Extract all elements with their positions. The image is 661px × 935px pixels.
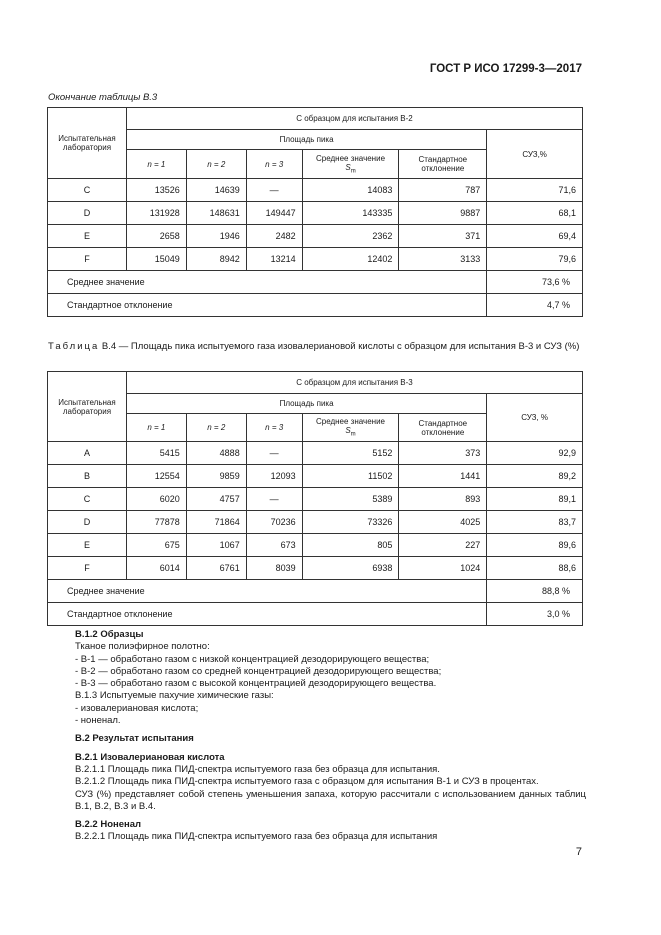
value-cell: 92,9 (487, 442, 583, 465)
summary-row (48, 271, 583, 294)
value-cell: 12402 (302, 248, 399, 271)
lab-cell: E (48, 225, 127, 248)
n1-header: n = 1 (126, 414, 186, 442)
value-cell: 4888 (186, 442, 246, 465)
value-cell: 6761 (186, 557, 246, 580)
value-cell: 4025 (399, 511, 487, 534)
document-header: ГОСТ Р ИСО 17299-3—2017 (429, 63, 582, 75)
value-cell: 149447 (246, 202, 302, 225)
paragraph: В.2.2.1 Площадь пика ПИД-спектра испытуемого газа без образца для испытания (75, 831, 438, 843)
peak-area-header: Площадь пика (126, 394, 486, 414)
section-heading: В.2 Результат испытания (75, 733, 194, 745)
value-cell: 3133 (399, 248, 487, 271)
summary-value: 73,6 % (487, 271, 583, 294)
lab-cell: C (48, 488, 127, 511)
summary-label: Среднее значение (48, 271, 487, 294)
lab-cell: C (48, 179, 127, 202)
table-row (48, 557, 583, 580)
paragraph: Тканое полиэфирное полотно: (75, 641, 210, 653)
table-row (48, 225, 583, 248)
summary-row (48, 603, 583, 626)
summary-value: 3,0 % (487, 603, 583, 626)
value-cell: 8039 (246, 557, 302, 580)
value-cell: 71864 (186, 511, 246, 534)
lab-header: Испытательная лаборатория (48, 108, 127, 179)
summary-row (48, 294, 583, 317)
value-cell: 9887 (399, 202, 487, 225)
sample-header: С образцом для испытания В-3 (126, 372, 582, 394)
summary-label: Стандартное отклонение (48, 294, 487, 317)
table-b3-end (47, 107, 583, 317)
value-cell: 8942 (186, 248, 246, 271)
value-cell: 68,1 (487, 202, 583, 225)
value-cell: 131928 (126, 202, 186, 225)
value-cell: 4757 (186, 488, 246, 511)
value-cell: 73326 (302, 511, 399, 534)
value-cell: 88,6 (487, 557, 583, 580)
value-cell: 2658 (126, 225, 186, 248)
table-row (48, 511, 583, 534)
paragraph: - ноненал. (75, 715, 121, 727)
value-cell: 6938 (302, 557, 399, 580)
value-cell: 77878 (126, 511, 186, 534)
value-cell: 371 (399, 225, 487, 248)
value-cell: 5415 (126, 442, 186, 465)
page-number: 7 (575, 846, 582, 858)
summary-label: Стандартное отклонение (48, 603, 487, 626)
value-cell: 373 (399, 442, 487, 465)
table-row (48, 248, 583, 271)
paragraph: - В-3 — обработано газом с высокой концентрацией дезодорирующего вещества. (75, 678, 437, 690)
lab-cell: A (48, 442, 127, 465)
table-row (48, 465, 583, 488)
table-row (48, 202, 583, 225)
peak-area-header: Площадь пика (126, 130, 486, 150)
value-cell: 1024 (399, 557, 487, 580)
value-cell: 14639 (186, 179, 246, 202)
value-cell: 1946 (186, 225, 246, 248)
value-cell: 11502 (302, 465, 399, 488)
value-cell: 6014 (126, 557, 186, 580)
summary-label: Среднее значение (48, 580, 487, 603)
value-cell: 9859 (186, 465, 246, 488)
value-cell: 5152 (302, 442, 399, 465)
value-cell: — (246, 442, 302, 465)
table-b4 (47, 371, 583, 626)
std-header: Стандартное отклонение (399, 150, 487, 179)
paragraph: - В-1 — обработано газом с низкой концентрацией дезодорирующего вещества; (75, 653, 430, 665)
paragraph: В.2.1.2 Площадь пика ПИД-спектра испытуемого газа с образцом для испытания В-1 и СУЗ в процентах. (75, 776, 539, 788)
paragraph: - В-2 — обработано газом со средней концентрацией дезодорирующего вещества; (75, 665, 442, 677)
value-cell: 12093 (246, 465, 302, 488)
lab-cell: F (48, 557, 127, 580)
body-text (48, 629, 586, 844)
section-heading: В.2.2 Ноненал (75, 819, 142, 831)
paragraph: - изовалериановая кислота; (75, 702, 199, 714)
value-cell: 89,6 (487, 534, 583, 557)
value-cell: 70236 (246, 511, 302, 534)
value-cell: 13214 (246, 248, 302, 271)
summary-row (48, 580, 583, 603)
paragraph: В.1.3 Испытуемые пахучие химические газы: (75, 690, 274, 702)
suz-header: СУЗ, % (487, 394, 583, 442)
table-row (48, 179, 583, 202)
summary-value: 88,8 % (487, 580, 583, 603)
suz-header: СУЗ,% (487, 130, 583, 179)
n2-header: n = 2 (186, 150, 246, 179)
n2-header: n = 2 (186, 414, 246, 442)
value-cell: 14083 (302, 179, 399, 202)
value-cell: 893 (399, 488, 487, 511)
table-row (48, 534, 583, 557)
mean-header: Среднее значение $S_m$ (302, 150, 399, 179)
std-header: Стандартное отклонение (399, 414, 487, 442)
n3-header: n = 3 (246, 414, 302, 442)
value-cell: 89,2 (487, 465, 583, 488)
section-heading: В.1.2 Образцы (75, 629, 144, 640)
value-cell: 673 (246, 534, 302, 557)
lab-header: Испытательная лаборатория (48, 372, 127, 442)
summary-value: 4,7 % (487, 294, 583, 317)
lab-cell: E (48, 534, 127, 557)
value-cell: 2362 (302, 225, 399, 248)
value-cell: — (246, 488, 302, 511)
paragraph: В.2.1.1 Площадь пика ПИД-спектра испытуемого газа без образца для испытания. (75, 763, 440, 775)
value-cell: — (246, 179, 302, 202)
section-heading: В.2.1 Изовалериановая кислота (75, 751, 225, 763)
sample-header: С образцом для испытания В-2 (126, 108, 582, 130)
lab-cell: B (48, 465, 127, 488)
value-cell: 1067 (186, 534, 246, 557)
n3-header: n = 3 (246, 150, 302, 179)
value-cell: 2482 (246, 225, 302, 248)
table-row (48, 488, 583, 511)
lab-cell: D (48, 511, 127, 534)
table-b4-caption: Таблица В.4 — Площадь пика испытуемого газа изовалериановой кислоты с образцом для испытания В-3 и СУЗ (%) (48, 341, 580, 352)
value-cell: 1441 (399, 465, 487, 488)
lab-cell: D (48, 202, 127, 225)
value-cell: 805 (302, 534, 399, 557)
paragraph: СУЗ (%) представляет собой степень уменьшения запаха, которую рассчитали с использованием данных таблиц В.1, В.2, В.3 и В.4. (75, 788, 586, 812)
value-cell: 675 (126, 534, 186, 557)
value-cell: 148631 (186, 202, 246, 225)
mean-header: Среднее значение $S_m$ (302, 414, 399, 442)
value-cell: 787 (399, 179, 487, 202)
value-cell: 143335 (302, 202, 399, 225)
value-cell: 12554 (126, 465, 186, 488)
value-cell: 79,6 (487, 248, 583, 271)
table-continuation-caption: Окончание таблицы В.3 (48, 92, 158, 103)
table-row (48, 442, 583, 465)
value-cell: 83,7 (487, 511, 583, 534)
value-cell: 227 (399, 534, 487, 557)
lab-cell: F (48, 248, 127, 271)
value-cell: 69,4 (487, 225, 583, 248)
value-cell: 6020 (126, 488, 186, 511)
value-cell: 15049 (126, 248, 186, 271)
value-cell: 5389 (302, 488, 399, 511)
value-cell: 89,1 (487, 488, 583, 511)
n1-header: n = 1 (126, 150, 186, 179)
value-cell: 71,6 (487, 179, 583, 202)
value-cell: 13526 (126, 179, 186, 202)
